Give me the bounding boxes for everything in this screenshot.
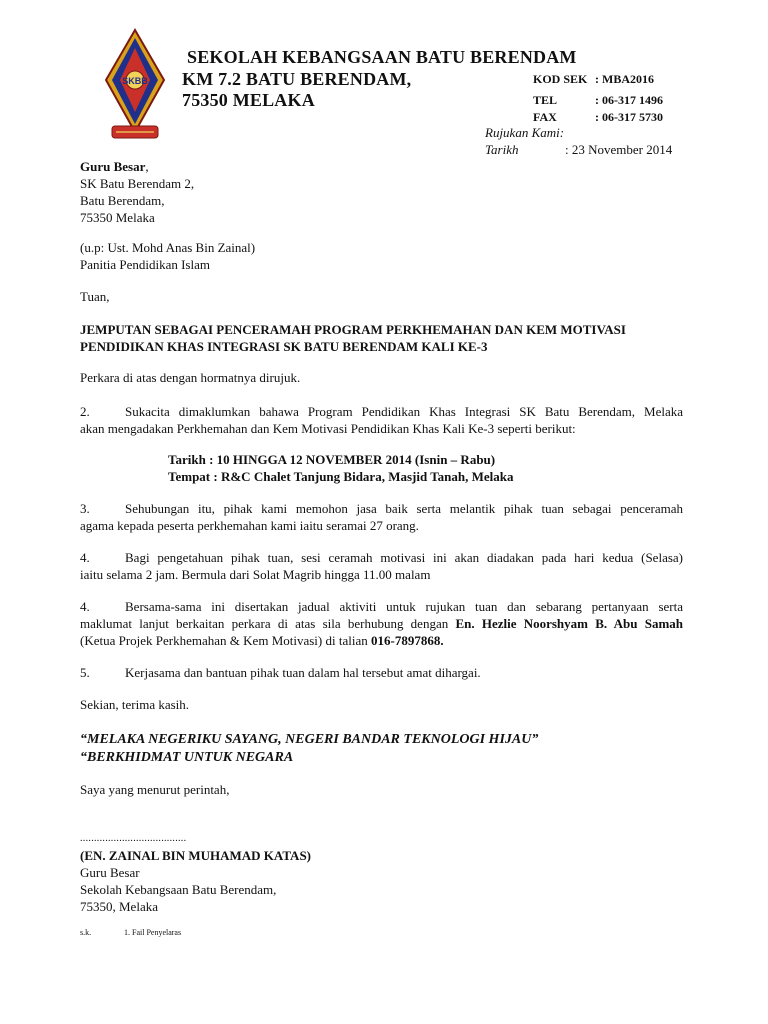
contact-phone: 016-7897868. xyxy=(370,633,444,648)
p3-line-1: 3. Sehubungan itu, pihak kami memohon jasa baik serta melantik pihak tuan sebagai penceramah xyxy=(80,501,683,516)
kod-value: : MBA2016 xyxy=(595,72,654,86)
p4-line-1: 4. Bagi pengetahuan pihak tuan, sesi ceramah motivasi ini akan diadakan pada hari kedua (Selasa) xyxy=(80,550,683,565)
tarikh-label: Tarikh xyxy=(485,142,519,157)
signer-name: (EN. ZAINAL BIN MUHAMAD KATAS) xyxy=(80,848,311,863)
attention-block xyxy=(80,239,255,273)
signer-org: Sekolah Kebangsaan Batu Berendam, xyxy=(80,882,277,897)
p5-line-1: 4. Bersama-sama ini disertakan jadual aktiviti untuk rujukan tuan dan sebarang pertanyaan serta xyxy=(80,599,683,614)
tel-label: TEL xyxy=(533,93,558,107)
instruction-text: Saya yang menurut perintah, xyxy=(80,782,230,797)
event-details xyxy=(168,451,514,485)
p5-line-3: (Ketua Projek Perkhemahan & Kem Motivasi) di talian 016-7897868. xyxy=(80,633,444,648)
recipient-line-3: 75350 Melaka xyxy=(80,210,155,225)
paragraph-6 xyxy=(80,664,683,681)
recipient-title-suffix: , xyxy=(145,159,149,174)
thanks-text: Sekian, terima kasih. xyxy=(80,697,190,712)
signature-dots: ...................................... xyxy=(80,833,187,844)
signer-address: 75350, Melaka xyxy=(80,899,158,914)
paragraph-4 xyxy=(80,549,683,583)
motto-1: “MELAKA NEGERIKU SAYANG, NEGERI BANDAR TEKNOLOGI HIJAU” xyxy=(80,732,539,747)
recipient-line-1: SK Batu Berendam 2, xyxy=(80,176,195,191)
subject-line-2: PENDIDIKAN KHAS INTEGRASI SK BATU BERENDAM KALI KE-3 xyxy=(80,339,488,354)
p3-line-2: agama kepada peserta perkhemahan kami iaitu seramai 27 orang. xyxy=(80,518,419,533)
fax-label: FAX xyxy=(533,110,557,124)
address-line-2: 75350 MELAKA xyxy=(182,90,315,110)
tarikh-value: : 23 November 2014 xyxy=(565,142,673,157)
salutation: Tuan, xyxy=(80,289,110,304)
recipient-block xyxy=(80,158,194,226)
p5-line-2: maklumat lanjut berkaitan perkara di atas sila berhubung dengan En. Hezlie Noorshyam B. Abu Samah xyxy=(80,616,683,631)
signer-block xyxy=(80,847,311,915)
tel-value: : 06-317 1496 xyxy=(595,93,663,107)
subject xyxy=(80,321,626,355)
signer-title: Guru Besar xyxy=(80,865,140,880)
p2-line-1: 2. Sukacita dimaklumkan bahawa Program Pendidikan Khas Integrasi SK Batu Berendam, Melaka xyxy=(80,404,683,419)
event-date: Tarikh : 10 HINGGA 12 NOVEMBER 2014 (Isnin – Rabu) xyxy=(168,452,496,467)
event-place: Tempat : R&C Chalet Tanjung Bidara, Masjid Tanah, Melaka xyxy=(168,469,514,484)
kod-label: KOD SEK xyxy=(533,72,588,86)
crest-text: SKBB xyxy=(122,76,148,86)
motto-2: “BERKHIDMAT UNTUK NEGARA xyxy=(80,750,294,765)
rujukan-label: Rujukan Kami: xyxy=(485,125,565,140)
attention-line: (u.p: Ust. Mohd Anas Bin Zainal) xyxy=(80,240,256,255)
contact-person: En. Hezlie Noorshyam B. Abu Samah xyxy=(455,616,683,631)
paragraph-5 xyxy=(80,598,683,649)
p6-line-1: 5. Kerjasama dan bantuan pihak tuan dalam hal tersebut amat dihargai. xyxy=(80,665,481,680)
address-line-1: KM 7.2 BATU BERENDAM, xyxy=(182,69,412,89)
paragraph-3 xyxy=(80,500,683,534)
unit-line: Panitia Pendidikan Islam xyxy=(80,257,210,272)
motto-block xyxy=(80,731,538,767)
p2-line-2: akan mengadakan Perkhemahan dan Kem Motivasi Pendidikan Khas Kali Ke-3 seperti berikut: xyxy=(80,421,576,436)
sk-label: s.k. xyxy=(80,928,92,937)
paragraph-2 xyxy=(80,403,683,437)
intro-text: Perkara di atas dengan hormatnya dirujuk. xyxy=(80,370,301,385)
school-crest-icon xyxy=(104,28,166,144)
subject-line-1: JEMPUTAN SEBAGAI PENCERAMAH PROGRAM PERKHEMAHAN DAN KEM MOTIVASI xyxy=(80,322,626,337)
recipient-line-2: Batu Berendam, xyxy=(80,193,165,208)
school-name: SEKOLAH KEBANGSAAN BATU BERENDAM xyxy=(187,47,577,67)
recipient-title: Guru Besar xyxy=(80,159,146,174)
p4-line-2: iaitu selama 2 jam. Bermula dari Solat Magrib hingga 11.00 malam xyxy=(80,567,431,582)
sk-item: 1. Fail Penyelaras xyxy=(124,928,182,937)
fax-value: : 06-317 5730 xyxy=(595,110,663,124)
